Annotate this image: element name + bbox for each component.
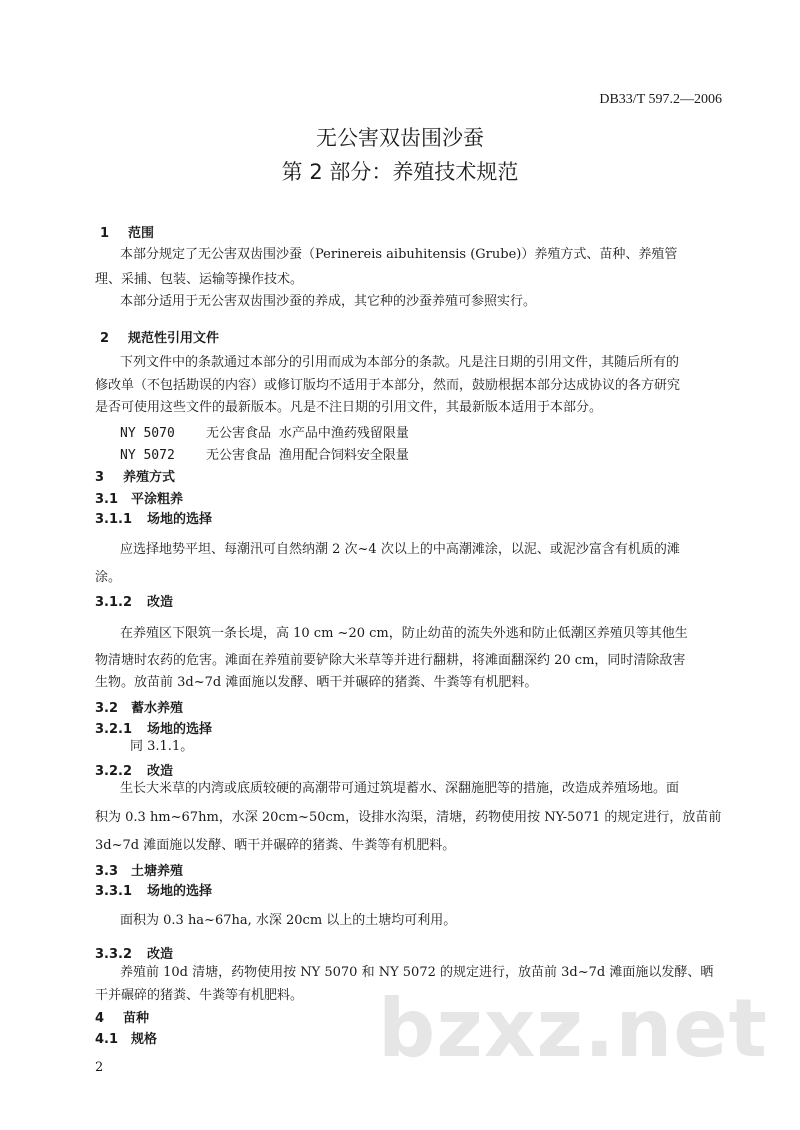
section-heading-3-1-2 [95, 591, 173, 610]
section-number: 1 [100, 226, 110, 241]
section-heading-2 [100, 327, 219, 346]
paragraph: 积为 0.3 hm~67hm，水深 20cm~50cm，设排水沟渠，清塘，药物使用按 NY-5071 的规定进行，放苗前 [95, 810, 722, 825]
section-title: 苗种 [123, 1011, 150, 1026]
paragraph: 在养殖区下限筑一条长堤，高 10 cm ~20 cm，防止幼苗的流失外逃和防止低潮区养殖贝等其他生 [120, 626, 688, 641]
section-heading-3-3 [95, 860, 183, 879]
section-title: 改造 [147, 947, 174, 962]
paragraph: 理、采捕、包装、运输等操作技术。 [95, 272, 304, 287]
paragraph: 本部分适用于无公害双齿围沙蚕的养成，其它种的沙蚕养殖可参照实行。 [120, 294, 537, 309]
reference-title: 无公害食品 水产品中渔药残留限量 [206, 426, 409, 441]
document-subtitle: 第 2 部分：养殖技术规范 [281, 160, 519, 184]
section-title: 蓄水养殖 [131, 701, 184, 716]
section-heading-3-3-1 [95, 880, 212, 899]
section-heading-3-2-2 [95, 760, 173, 779]
reference-title: 无公害食品 渔用配合饲料安全限量 [206, 448, 409, 463]
paragraph: 是否可使用这些文件的最新版本。凡是不注日期的引用文件，其最新版本适用于本部分。 [95, 400, 603, 415]
section-number: 3.3.2 [95, 947, 133, 962]
reference-code: NY 5070 [120, 426, 175, 441]
document-title: 无公害双齿围沙蚕 [316, 126, 484, 150]
section-heading-1 [100, 222, 154, 241]
section-number: 3.1.1 [95, 512, 133, 527]
section-title: 改造 [147, 764, 174, 779]
section-title: 规格 [131, 1032, 158, 1047]
section-number: 3.3.1 [95, 884, 133, 899]
section-title: 场地的选择 [147, 884, 213, 899]
section-heading-3 [95, 466, 175, 485]
paragraph: 同 3.1.1。 [130, 739, 194, 754]
section-heading-4 [95, 1007, 149, 1026]
section-number: 3.2.1 [95, 722, 133, 737]
section-title: 改造 [147, 595, 174, 610]
paragraph: 面积为 0.3 ha~67ha, 水深 20cm 以上的土塘均可利用。 [120, 913, 457, 928]
paragraph: 3d~7d 滩面施以发酵、晒干并碾碎的猪粪、牛粪等有机肥料。 [95, 838, 456, 853]
reference-item [120, 422, 409, 441]
section-heading-4-1 [95, 1028, 157, 1047]
section-number: 2 [100, 331, 110, 346]
reference-code: NY 5072 [120, 448, 175, 463]
section-title: 养殖方式 [123, 470, 176, 485]
watermark: bzxz.net [378, 982, 768, 1075]
section-heading-3-2-1 [95, 718, 212, 737]
reference-item [120, 444, 409, 463]
section-title: 平涂粗养 [131, 492, 184, 507]
paragraph: 下列文件中的条款通过本部分的引用而成为本部分的条款。凡是注日期的引用文件，其随后所有的 [120, 355, 680, 370]
paragraph: 物清塘时农药的危害。滩面在养殖前要铲除大米草等并进行翻耕，将滩面翻深约 20 cm，同时清除敌害 [95, 653, 686, 668]
section-title: 规范性引用文件 [128, 331, 220, 346]
paragraph: 涂。 [95, 570, 122, 585]
section-title: 范围 [128, 226, 155, 241]
section-heading-3-3-2 [95, 943, 173, 962]
paragraph: 生长大米草的内湾或底质较硬的高潮带可通过筑堤蓄水、深翻施肥等的措施，改造成养殖场地。面 [120, 781, 680, 796]
section-number: 3 [95, 470, 105, 485]
section-title: 场地的选择 [147, 512, 213, 527]
section-number: 4 [95, 1011, 105, 1026]
paragraph: 修改单（不包括勘误的内容）或修订版均不适用于本部分，然而，鼓励根据本部分达成协议的各方研究 [95, 378, 681, 393]
page-number: 2 [95, 1060, 104, 1075]
section-number: 3.2.2 [95, 764, 133, 779]
standard-number: DB33/T 597.2—2006 [599, 92, 722, 107]
section-title: 场地的选择 [147, 722, 213, 737]
section-heading-3-1-1 [95, 508, 212, 527]
paragraph: 生物。放苗前 3d~7d 滩面施以发酵、晒干并碾碎的猪粪、牛粪等有机肥料。 [95, 675, 538, 690]
section-number: 3.1.2 [95, 595, 133, 610]
section-heading-3-1 [95, 488, 183, 507]
section-number: 3.2 [95, 701, 119, 716]
paragraph: 本部分规定了无公害双齿围沙蚕（Perinereis aibuhitensis (Grube)）养殖方式、苗种、养殖管 [120, 247, 678, 262]
section-number: 3.3 [95, 864, 119, 879]
section-number: 3.1 [95, 492, 119, 507]
paragraph: 养殖前 10d 清塘，药物使用按 NY 5070 和 NY 5072 的规定进行，放苗前 3d~7d 滩面施以发酵、晒 [120, 965, 714, 980]
section-number: 4.1 [95, 1032, 119, 1047]
section-title: 土塘养殖 [131, 864, 184, 879]
section-heading-3-2 [95, 697, 183, 716]
paragraph: 应选择地势平坦、每潮汛可自然纳潮 2 次~4 次以上的中高潮滩涂，以泥、或泥沙富含有机质的滩 [120, 542, 680, 557]
paragraph: 干并碾碎的猪粪、牛粪等有机肥料。 [95, 988, 304, 1003]
